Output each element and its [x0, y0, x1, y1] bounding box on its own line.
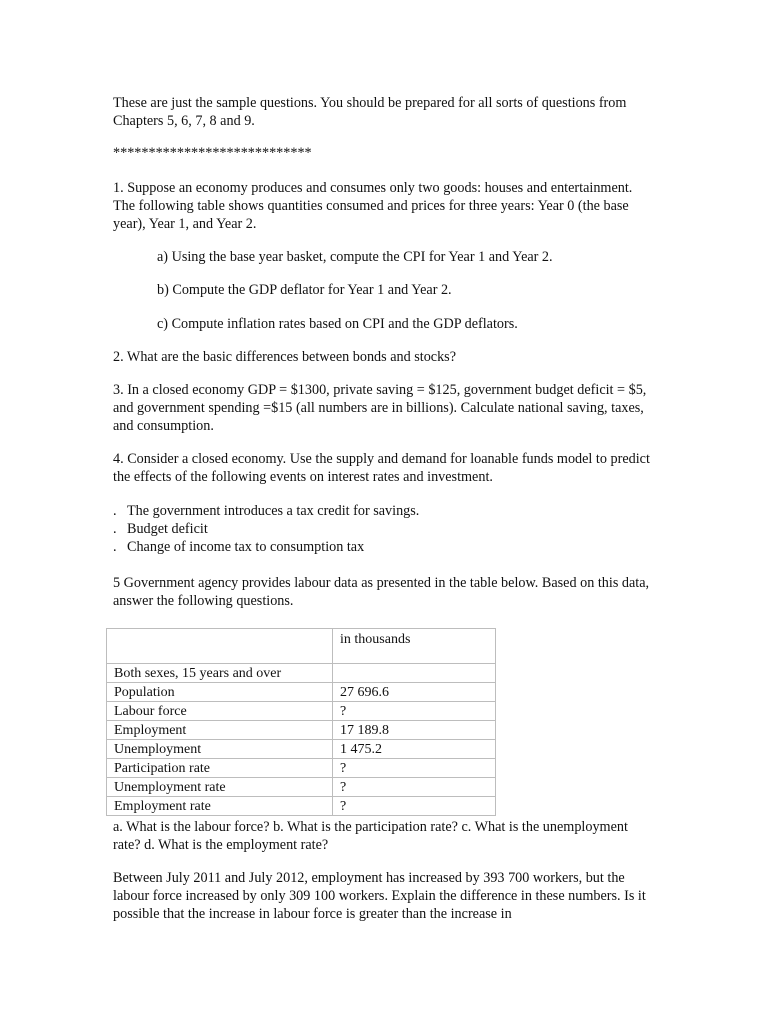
bullet-text: The government introduces a tax credit for savings. — [127, 503, 420, 519]
bullet-marker: . — [113, 539, 117, 555]
table-header-cell — [107, 629, 333, 664]
question-1: 1. Suppose an economy produces and consumes only two goods: houses and entertainment. The following table shows quantities consumed and prices for three years: Year 0 (the base year), Year 1, and Year 2. — [113, 180, 633, 232]
table-row — [107, 721, 496, 740]
table-cell: Both sexes, 15 years and over — [107, 664, 333, 683]
table-cell: Unemployment rate — [107, 778, 333, 797]
question-5-followup: Between July 2011 and July 2012, employment has increased by 393 700 workers, but the labour force increased by only 309 100 workers. Explain the difference in these numbers. Is it possible that the increase in labour force is greater than the increase in — [113, 870, 646, 922]
question-3: 3. In a closed economy GDP = $1300, private saving = $125, government budget deficit = $5, and government spending =$15 (all numbers are in billions). Calculate national saving, taxes, and consumption. — [113, 382, 647, 434]
bullet-marker: . — [113, 503, 117, 519]
intro-paragraph: These are just the sample questions. You should be prepared for all sorts of questions from Chapters 5, 6, 7, 8 and 9. — [113, 95, 627, 129]
table-cell: Labour force — [107, 702, 333, 721]
question-5-subquestions: a. What is the labour force? b. What is the participation rate? c. What is the unemployment rate? d. What is the employment rate? — [113, 819, 628, 853]
question-2: 2. What are the basic differences between bonds and stocks? — [113, 349, 457, 365]
table-cell: 1 475.2 — [333, 740, 496, 759]
table-cell: Employment — [107, 721, 333, 740]
table-cell: Employment rate — [107, 797, 333, 816]
table-row — [107, 759, 496, 778]
bullet-marker: . — [113, 521, 117, 537]
table-cell: Participation rate — [107, 759, 333, 778]
table-cell: ? — [333, 797, 496, 816]
question-1a: a) Using the base year basket, compute the CPI for Year 1 and Year 2. — [157, 249, 553, 265]
bullet-text: Change of income tax to consumption tax — [127, 539, 365, 555]
table-cell: 17 189.8 — [333, 721, 496, 740]
table-row — [107, 740, 496, 759]
bullet-text: Budget deficit — [127, 521, 208, 537]
table-cell: 27 696.6 — [333, 683, 496, 702]
table-cell: ? — [333, 702, 496, 721]
table-row — [107, 778, 496, 797]
question-1b: b) Compute the GDP deflator for Year 1 and Year 2. — [157, 282, 452, 298]
bullet-item — [113, 502, 419, 520]
bullet-item — [113, 538, 364, 556]
table-cell — [333, 664, 496, 683]
question-1c: c) Compute inflation rates based on CPI and the GDP deflators. — [157, 316, 518, 332]
table-cell: ? — [333, 759, 496, 778]
table-header-row — [107, 629, 496, 664]
table-row — [107, 702, 496, 721]
table-row — [107, 664, 496, 683]
table-cell: Unemployment — [107, 740, 333, 759]
question-4: 4. Consider a closed economy. Use the supply and demand for loanable funds model to predict the effects of the following events on interest rates and investment. — [113, 451, 650, 485]
question-5: 5 Government agency provides labour data as presented in the table below. Based on this data, answer the following questions. — [113, 575, 650, 609]
labour-data-table — [106, 628, 496, 816]
table-cell: ? — [333, 778, 496, 797]
table-cell: Population — [107, 683, 333, 702]
table-header-cell: in thousands — [333, 629, 496, 664]
bullet-item — [113, 520, 208, 538]
separator-line: **************************** — [113, 145, 312, 161]
table-row — [107, 797, 496, 816]
table-row — [107, 683, 496, 702]
